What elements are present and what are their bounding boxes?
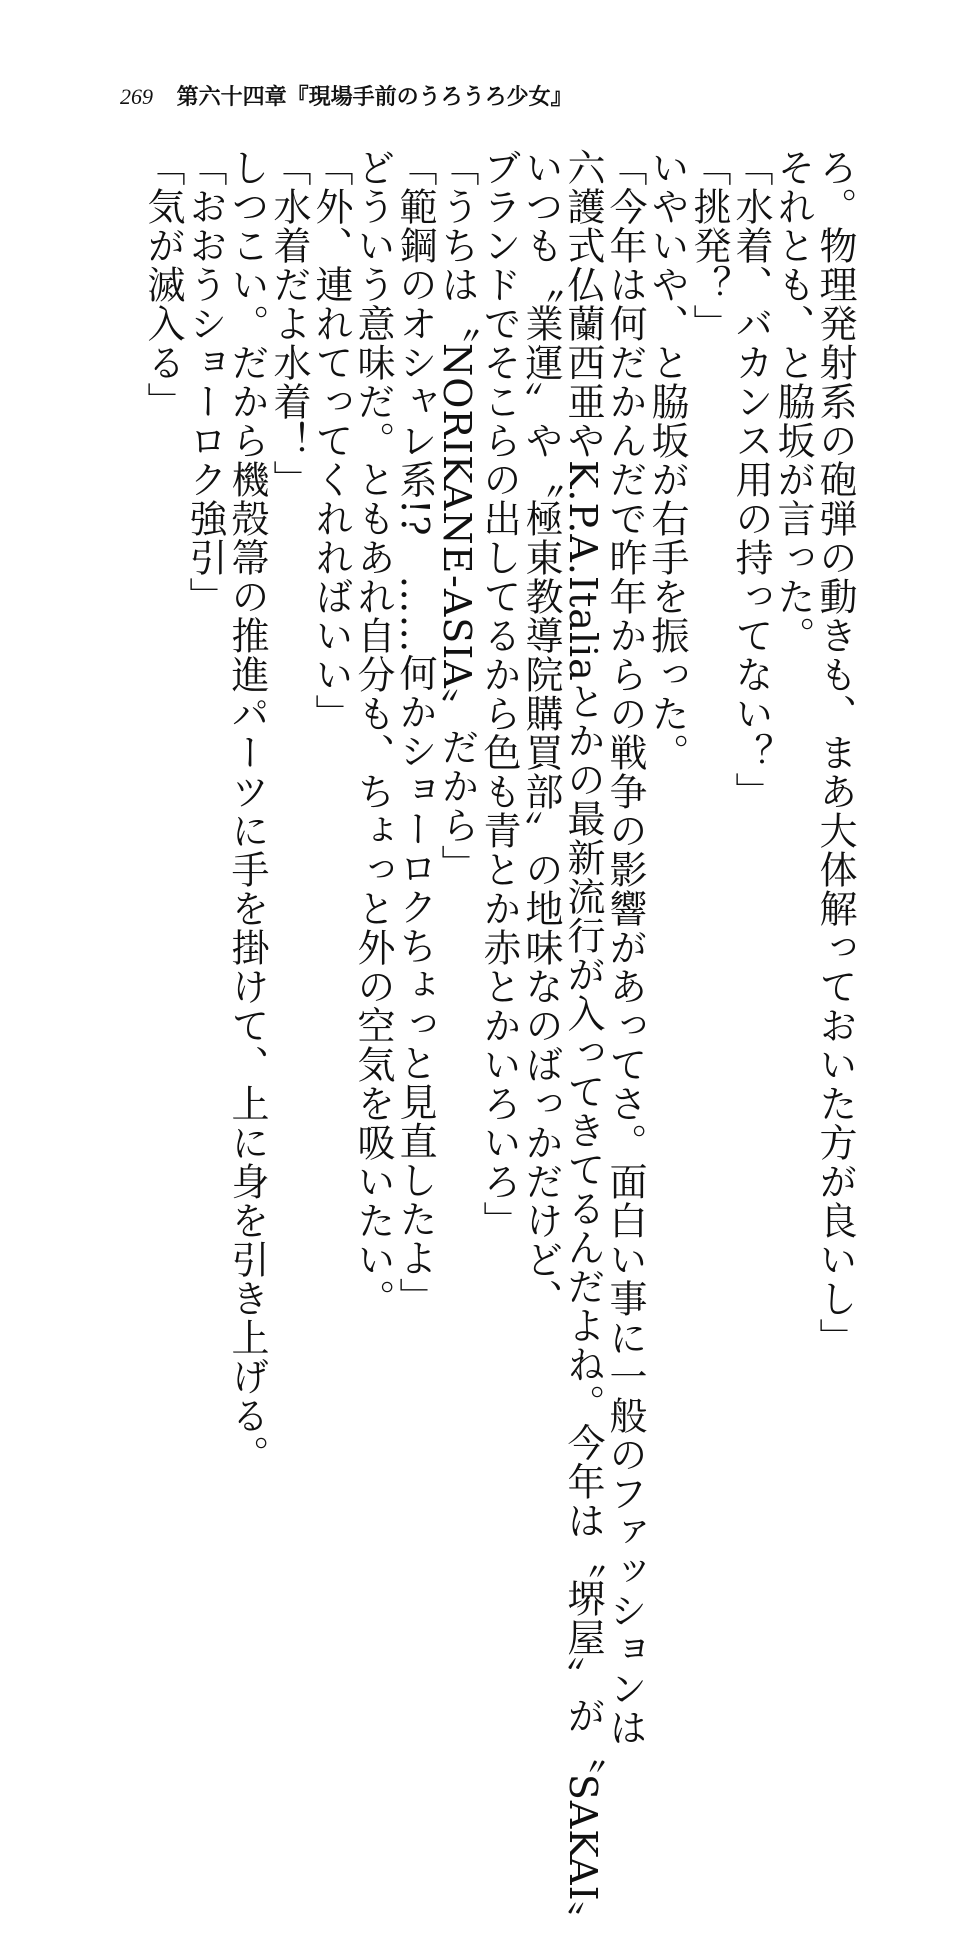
- text-line: 「うちは〝NORIKANE-ASIA〟だから」: [435, 148, 479, 884]
- page-number: 269: [120, 84, 153, 109]
- text-line: 「おおうショーロク強引」: [183, 148, 227, 616]
- text-line: 「気が滅入る」: [141, 148, 185, 421]
- text-line: 「今年は何だかんだで昨年からの戦争の影響があってさ。面白い事に一般のファッションは: [603, 148, 647, 1747]
- text-line: どういう意味だ。ともあれ自分も、ちょっと外の空気を吸いたい。: [351, 148, 395, 1318]
- text-line: 「外、連れてってくれればいい」: [309, 148, 353, 733]
- text-line: 「範鋼のオシャレ系!? ……何かショーロクちょっと見直したよ」: [393, 148, 437, 1317]
- text-line: ろ。物理発射系の砲弾の動きも、まあ大体解っておいた方が良いし」: [813, 148, 857, 1357]
- text-line: 「水着、バカンス用の持ってない？」: [729, 148, 773, 811]
- text-line: それとも、と脇坂が言った。: [771, 148, 815, 655]
- chapter-title: 第六十四章『現場手前のうろうろ少女』: [176, 84, 573, 110]
- text-line: 「水着だよ水着！」: [267, 148, 311, 499]
- text-line: 「挑発？」: [687, 148, 731, 343]
- text-line: いつも〝業運〟や〝極東教導院購買部〟の地味なのばっかだけど、: [519, 148, 563, 1318]
- text-line: 六護式仏蘭西亜やK.P.A.Italiaとかの最新流行が入ってきてるんだよね。今年は〝堺屋〟が〝SAKAI〟: [561, 148, 605, 1941]
- text-line: しつこい。だから機殻箒の推進パーツに手を掛けて、上に身を引き上げる。: [225, 148, 269, 1474]
- text-line: ブランドでそこらの出してるから色も青とか赤とかいろいろ」: [477, 148, 521, 1240]
- text-line: いやいや、と脇坂が右手を振った。: [645, 148, 689, 772]
